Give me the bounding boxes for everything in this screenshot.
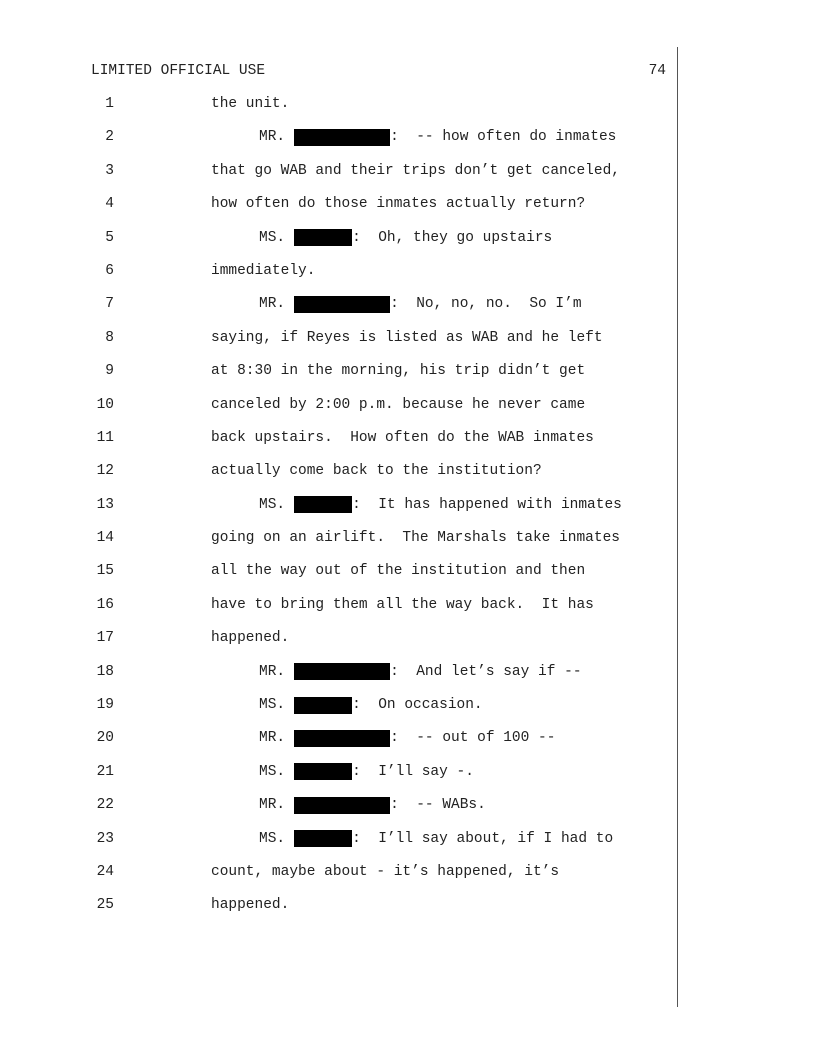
line-number: 19: [96, 697, 114, 714]
transcript-line: [0, 295, 676, 328]
line-number: 10: [96, 396, 114, 413]
line-text: [211, 195, 585, 213]
line-body: : Oh, they go upstairs: [352, 229, 553, 246]
speaker-label: MR.: [259, 797, 286, 814]
speaker-label: MR.: [259, 730, 286, 747]
transcript-line: [0, 95, 676, 128]
line-body: that go WAB and their trips don’t get canceled,: [211, 162, 620, 179]
transcript-line: [0, 629, 676, 662]
line-number: 4: [105, 196, 114, 213]
line-text: [211, 529, 620, 547]
speaker-label: MR.: [259, 663, 286, 680]
line-body: : -- WABs.: [390, 797, 486, 814]
transcript-line: [0, 796, 676, 829]
speaker-label: MR.: [259, 129, 286, 146]
line-text: [259, 229, 552, 247]
transcript-line: [0, 496, 676, 529]
line-number: 18: [96, 663, 114, 680]
line-body: : -- how often do inmates: [390, 129, 617, 146]
line-number: 16: [96, 596, 114, 613]
transcript-line: [0, 562, 676, 595]
redaction-block: [294, 697, 352, 714]
line-body: : I’ll say -.: [352, 763, 474, 780]
line-body: happened.: [211, 897, 290, 914]
line-body: back upstairs. How often do the WAB inmates: [211, 429, 594, 446]
redaction-block: [294, 229, 352, 246]
line-number: 17: [96, 630, 114, 647]
speaker-label: MR.: [259, 296, 286, 313]
speaker-label: MS.: [259, 229, 286, 246]
line-text: [211, 462, 542, 480]
line-number: 20: [96, 730, 114, 747]
line-body: all the way out of the institution and then: [211, 563, 586, 580]
line-text: [259, 663, 582, 681]
redaction-block: [294, 496, 352, 513]
page-number: 74: [648, 63, 666, 79]
line-number: 24: [96, 863, 114, 880]
line-body: : And let’s say if --: [390, 663, 582, 680]
transcript-line: [0, 729, 676, 762]
transcript-line: [0, 195, 676, 228]
redaction-block: [294, 797, 390, 814]
line-text: [211, 896, 289, 914]
line-text: [211, 162, 620, 180]
transcript-lines: [0, 95, 676, 930]
line-number: 14: [96, 530, 114, 547]
speaker-label: MS.: [259, 697, 286, 714]
line-number: 5: [105, 229, 114, 246]
redaction-block: [294, 129, 390, 146]
transcript-line: [0, 362, 676, 395]
line-body: the unit.: [211, 96, 290, 112]
line-body: : I’ll say about, if I had to: [352, 830, 614, 847]
line-number: 12: [96, 463, 114, 480]
line-number: 1: [105, 96, 114, 112]
line-text: [259, 128, 616, 146]
line-body: at 8:30 in the morning, his trip didn’t get: [211, 363, 586, 380]
transcript-line: [0, 663, 676, 696]
line-body: : On occasion.: [352, 697, 483, 714]
line-body: canceled by 2:00 p.m. because he never came: [211, 396, 586, 413]
transcript-line: [0, 162, 676, 195]
speaker-label: MS.: [259, 763, 286, 780]
transcript-line: [0, 529, 676, 562]
line-text: [211, 863, 559, 881]
line-number: 11: [96, 429, 114, 446]
transcript-line: [0, 229, 676, 262]
line-number: 22: [96, 797, 114, 814]
line-text: [211, 429, 594, 447]
transcript-line: [0, 830, 676, 863]
line-body: immediately.: [211, 262, 316, 279]
line-body: : It has happened with inmates: [352, 496, 622, 513]
transcript-line: [0, 896, 676, 929]
line-number: 3: [105, 162, 114, 179]
line-text: [259, 696, 483, 714]
line-body: happened.: [211, 630, 290, 647]
line-number: 8: [105, 329, 114, 346]
line-body: count, maybe about - it’s happened, it’s: [211, 863, 560, 880]
line-text: [211, 562, 585, 580]
line-body: : -- out of 100 --: [390, 730, 556, 747]
line-body: how often do those inmates actually return?: [211, 196, 586, 213]
transcript-line: [0, 462, 676, 495]
redaction-block: [294, 763, 352, 780]
line-text: [259, 496, 622, 514]
line-number: 6: [105, 262, 114, 279]
transcript-line: [0, 128, 676, 161]
transcript-line: [0, 696, 676, 729]
line-number: 9: [105, 363, 114, 380]
transcript-line: [0, 262, 676, 295]
line-number: 2: [105, 129, 114, 146]
line-text: [259, 796, 486, 814]
line-text: [211, 396, 585, 414]
transcript-line: [0, 596, 676, 629]
redaction-block: [294, 663, 390, 680]
line-text: [211, 262, 315, 280]
transcript-line: [0, 763, 676, 796]
line-body: going on an airlift. The Marshals take inmates: [211, 530, 620, 547]
redaction-block: [294, 296, 390, 313]
redaction-block: [294, 730, 390, 747]
line-number: 23: [96, 830, 114, 847]
transcript-line: [0, 863, 676, 896]
line-number: 21: [96, 763, 114, 780]
line-text: [211, 596, 594, 614]
transcript-line: [0, 396, 676, 429]
line-text: [211, 95, 289, 113]
line-text: [259, 729, 555, 747]
transcript-line: [0, 429, 676, 462]
line-number: 13: [96, 496, 114, 513]
line-body: have to bring them all the way back. It has: [211, 596, 594, 613]
line-text: [211, 362, 585, 380]
line-text: [259, 830, 613, 848]
line-number: 15: [96, 563, 114, 580]
redaction-block: [294, 830, 352, 847]
classification-header: LIMITED OFFICIAL USE: [91, 63, 266, 79]
right-margin-rule: [677, 47, 678, 1007]
line-text: [211, 629, 289, 647]
line-text: [259, 763, 474, 781]
line-text: [211, 329, 603, 347]
speaker-label: MS.: [259, 830, 286, 847]
line-body: : No, no, no. So I’m: [390, 296, 582, 313]
transcript-line: [0, 329, 676, 362]
line-body: saying, if Reyes is listed as WAB and he left: [211, 329, 603, 346]
line-text: [259, 295, 582, 313]
speaker-label: MS.: [259, 496, 286, 513]
line-number: 25: [96, 897, 114, 914]
line-number: 7: [105, 296, 114, 313]
line-body: actually come back to the institution?: [211, 463, 542, 480]
